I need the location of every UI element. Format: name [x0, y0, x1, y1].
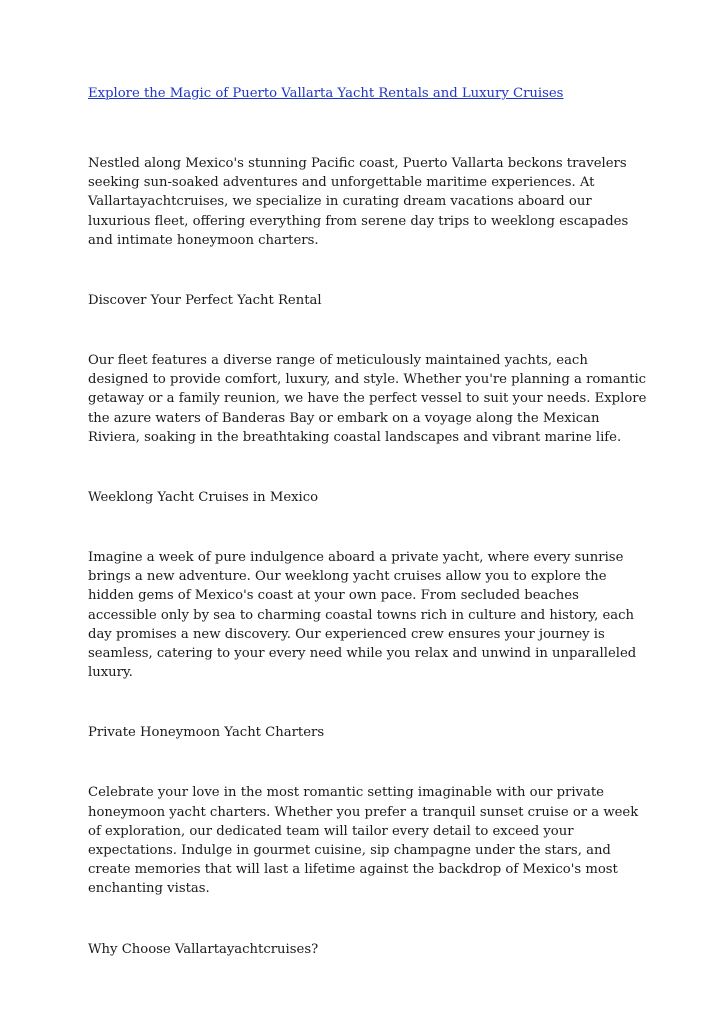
intro-paragraph: Nestled along Mexico's stunning Pacific coast, Puerto Vallarta beckons travelers seeking sun-soaked adventures and unforgettable maritime experiences. At Vallartayachtcruises, we specialize in curating dream vacations aboard our luxurious fleet, offering everything from serene day trips to weeklong escapades and intimate honeymoon charters. — [88, 156, 629, 248]
section-heading-honeymoon-charters: Private Honeymoon Yacht Charters — [88, 725, 325, 741]
document-content — [88, 84, 648, 959]
section-body-honeymoon-charters: Celebrate your love in the most romantic setting imaginable with our private honeymoon yacht charters. Whether you prefer a tranquil sunset cruise or a week of exploration, our dedicated team will tailor every detail to exceed your expectations. Indulge in gourmet cuisine, sip champagne under the stars, and create memories that will last a lifetime against the backdrop of Mexico's most enchanting vistas. — [88, 785, 639, 897]
section-heading-yacht-rental: Discover Your Perfect Yacht Rental — [88, 293, 322, 309]
section-heading-weeklong-cruises: Weeklong Yacht Cruises in Mexico — [88, 490, 319, 506]
section-heading-why-choose: Why Choose Vallartayachtcruises? — [88, 941, 319, 957]
section-body-yacht-rental: Our fleet features a diverse range of meticulously maintained yachts, each designed to provide comfort, luxury, and style. Whether you're planning a romantic getaway or a family reunion, we have the perfect vessel to suit your needs. Explore the azure waters of Banderas Bay or embark on a voyage along the Mexican Riviera, soaking in the breathtaking coastal landscapes and vibrant marine life. — [88, 353, 647, 445]
title-link[interactable]: Explore the Magic of Puerto Vallarta Yacht Rentals and Luxury Cruises — [88, 86, 564, 101]
section-body-weeklong-cruises: Imagine a week of pure indulgence aboard a private yacht, where every sunrise brings a new adventure. Our weeklong yacht cruises allow you to explore the hidden gems of Mexico's coast at your own pace. From secluded beaches accessible only by sea to charming coastal towns rich in culture and history, each day promises a new discovery. Our experienced crew ensures your journey is seamless, catering to your every need while you relax and unwind in unparalleled luxury. — [88, 550, 637, 681]
